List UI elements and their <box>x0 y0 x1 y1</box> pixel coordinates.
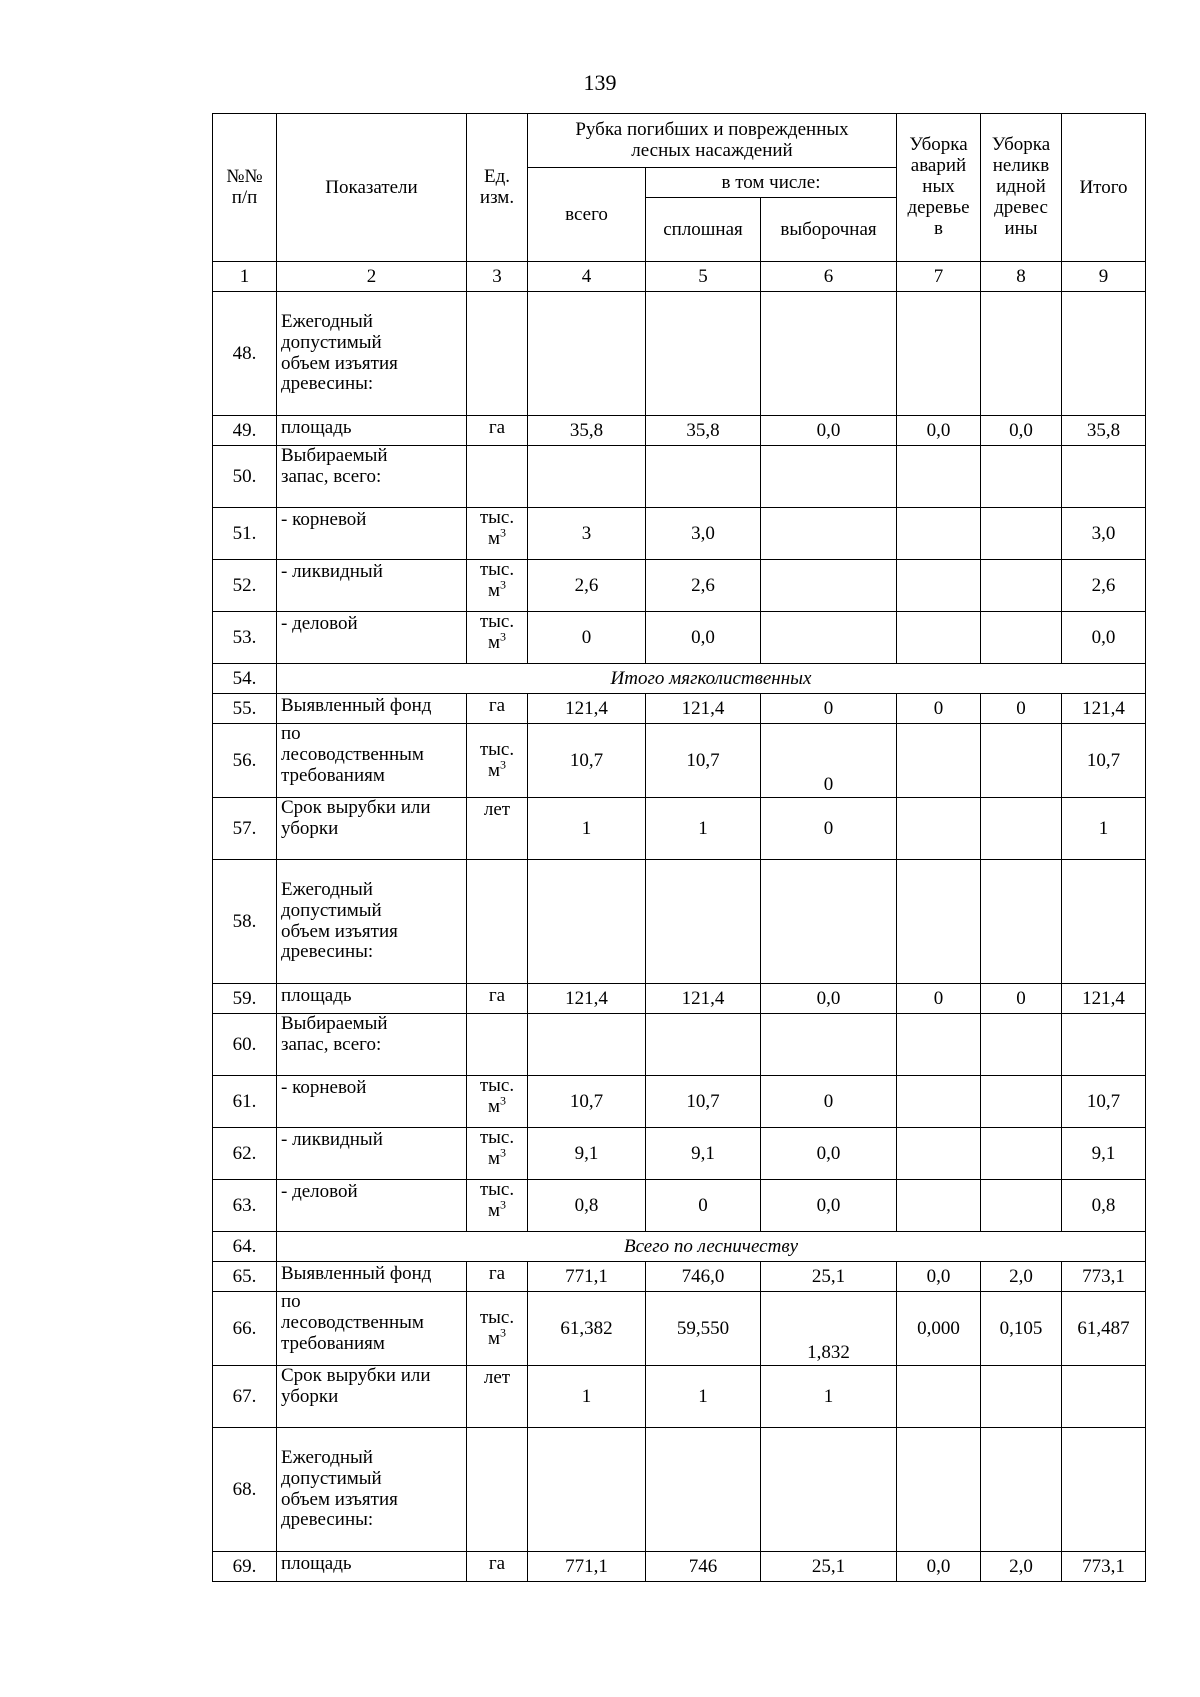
row-indicator: по лесоводственным требованиям <box>277 724 467 798</box>
value-cell: 0,0 <box>761 984 897 1014</box>
table-row <box>213 1552 1146 1582</box>
row-number: 48. <box>213 292 277 416</box>
value-cell: 0,0 <box>761 1180 897 1232</box>
value-cell: 0 <box>528 612 646 664</box>
row-indicator: Ежегодный допустимый объем изъятия древесины: <box>277 860 467 984</box>
row-indicator: Срок вырубки или уборки <box>277 798 467 860</box>
value-cell: 3 <box>528 508 646 560</box>
value-cell: 0,0 <box>761 1128 897 1180</box>
value-cell: 1 <box>646 798 761 860</box>
value-cell: 2,0 <box>981 1262 1062 1292</box>
value-cell: 9,1 <box>528 1128 646 1180</box>
table-row <box>213 1128 1146 1180</box>
value-cell: 1 <box>528 1366 646 1428</box>
section-row <box>213 1232 1146 1262</box>
row-indicator: - деловой <box>277 1180 467 1232</box>
row-indicator: Выявленный фонд <box>277 1262 467 1292</box>
value-cell: 0,0 <box>981 416 1062 446</box>
table-row <box>213 860 1146 984</box>
value-cell: 121,4 <box>1062 694 1146 724</box>
row-unit: тыс. $м^3$ <box>467 1180 528 1232</box>
row-number: 57. <box>213 798 277 860</box>
value-cell: 0 <box>761 724 897 798</box>
row-number: 62. <box>213 1128 277 1180</box>
value-cell: 61,382 <box>528 1292 646 1366</box>
value-cell: 0,000 <box>897 1292 981 1366</box>
header-felling-group: Рубка погибших и поврежденных лесных насаждений <box>528 114 897 168</box>
value-cell: 773,1 <box>1062 1262 1146 1292</box>
value-cell: 35,8 <box>528 416 646 446</box>
row-unit: га <box>467 984 528 1014</box>
value-cell: 1 <box>761 1366 897 1428</box>
header-num: №№ п/п <box>213 114 277 262</box>
row-number: 68. <box>213 1428 277 1552</box>
table-row <box>213 560 1146 612</box>
value-cell: 2,0 <box>981 1552 1062 1582</box>
row-indicator: по лесоводственным требованиям <box>277 1292 467 1366</box>
header-selective-felling: выборочная <box>761 198 897 262</box>
row-indicator: - ликвидный <box>277 1128 467 1180</box>
row-indicator: - деловой <box>277 612 467 664</box>
row-number: 55. <box>213 694 277 724</box>
value-cell: 0 <box>981 984 1062 1014</box>
row-indicator: площадь <box>277 416 467 446</box>
col-number: 6 <box>761 262 897 292</box>
header-column-numbers <box>213 262 1146 292</box>
row-indicator: площадь <box>277 984 467 1014</box>
table-row <box>213 1262 1146 1292</box>
col-number: 3 <box>467 262 528 292</box>
value-cell: 10,7 <box>528 1076 646 1128</box>
header-clear-felling: сплошная <box>646 198 761 262</box>
header-total: Итого <box>1062 114 1146 262</box>
col-number: 9 <box>1062 262 1146 292</box>
col-number: 7 <box>897 262 981 292</box>
row-unit: тыс. $м^3$ <box>467 1076 528 1128</box>
row-number: 66. <box>213 1292 277 1366</box>
row-number: 54. <box>213 664 277 694</box>
row-number: 65. <box>213 1262 277 1292</box>
table-row <box>213 446 1146 508</box>
value-cell: 2,6 <box>1062 560 1146 612</box>
row-unit: тыс. $м^3$ <box>467 1128 528 1180</box>
value-cell: 0,0 <box>897 1262 981 1292</box>
value-cell: 0,8 <box>528 1180 646 1232</box>
forest-felling-table <box>212 113 1146 1582</box>
col-number: 5 <box>646 262 761 292</box>
row-unit: тыс. $м^3$ <box>467 560 528 612</box>
value-cell: 771,1 <box>528 1552 646 1582</box>
value-cell: 3,0 <box>1062 508 1146 560</box>
header-emergency-trees: Уборка аварий ных деревье в <box>897 114 981 262</box>
row-unit: тыс. $м^3$ <box>467 724 528 798</box>
row-indicator: - ликвидный <box>277 560 467 612</box>
header-illiquid-wood: Уборка неликв идной древес ины <box>981 114 1062 262</box>
section-title: Всего по лесничеству <box>277 1232 1146 1262</box>
value-cell: 773,1 <box>1062 1552 1146 1582</box>
value-cell: 771,1 <box>528 1262 646 1292</box>
value-cell: 35,8 <box>646 416 761 446</box>
value-cell: 0 <box>981 694 1062 724</box>
col-number: 1 <box>213 262 277 292</box>
table-row <box>213 984 1146 1014</box>
value-cell: 10,7 <box>646 724 761 798</box>
value-cell: 121,4 <box>646 984 761 1014</box>
value-cell: 1 <box>1062 798 1146 860</box>
row-unit: тыс. $м^3$ <box>467 508 528 560</box>
row-unit: га <box>467 1262 528 1292</box>
row-indicator: - корневой <box>277 1076 467 1128</box>
row-number: 52. <box>213 560 277 612</box>
header-including: в том числе: <box>646 168 897 198</box>
row-number: 58. <box>213 860 277 984</box>
value-cell: 121,4 <box>1062 984 1146 1014</box>
value-cell: 0 <box>761 694 897 724</box>
value-cell: 9,1 <box>1062 1128 1146 1180</box>
row-number: 61. <box>213 1076 277 1128</box>
table-row <box>213 416 1146 446</box>
page-number: 139 <box>583 70 617 95</box>
row-unit: тыс. $м^3$ <box>467 612 528 664</box>
value-cell: 25,1 <box>761 1552 897 1582</box>
value-cell: 121,4 <box>646 694 761 724</box>
row-indicator: Выбираемый запас, всего: <box>277 446 467 508</box>
row-unit: лет <box>467 1366 528 1428</box>
value-cell: 0 <box>761 1076 897 1128</box>
value-cell: 746 <box>646 1552 761 1582</box>
value-cell: 0,8 <box>1062 1180 1146 1232</box>
value-cell: 0,0 <box>897 1552 981 1582</box>
value-cell: 746,0 <box>646 1262 761 1292</box>
value-cell: 2,6 <box>528 560 646 612</box>
table-row <box>213 694 1146 724</box>
value-cell: 1 <box>528 798 646 860</box>
value-cell: 10,7 <box>1062 724 1146 798</box>
value-cell: 1 <box>646 1366 761 1428</box>
table-row <box>213 292 1146 416</box>
header-unit: Ед. изм. <box>467 114 528 262</box>
row-unit: га <box>467 694 528 724</box>
value-cell: 59,550 <box>646 1292 761 1366</box>
table-row <box>213 1292 1146 1366</box>
value-cell: 0 <box>761 798 897 860</box>
table-row <box>213 1366 1146 1428</box>
value-cell: 0 <box>897 984 981 1014</box>
row-number: 56. <box>213 724 277 798</box>
row-unit: тыс. $м^3$ <box>467 1292 528 1366</box>
section-row <box>213 664 1146 694</box>
row-indicator: Выбираемый запас, всего: <box>277 1014 467 1076</box>
value-cell: 10,7 <box>1062 1076 1146 1128</box>
row-indicator: Ежегодный допустимый объем изъятия древесины: <box>277 292 467 416</box>
row-indicator: площадь <box>277 1552 467 1582</box>
row-number: 64. <box>213 1232 277 1262</box>
value-cell: 0,0 <box>1062 612 1146 664</box>
table-row <box>213 1076 1146 1128</box>
header-felling-all: всего <box>528 168 646 262</box>
table-row <box>213 612 1146 664</box>
value-cell: 121,4 <box>528 694 646 724</box>
row-number: 60. <box>213 1014 277 1076</box>
row-number: 50. <box>213 446 277 508</box>
row-number: 51. <box>213 508 277 560</box>
table-row <box>213 724 1146 798</box>
row-indicator: Ежегодный допустимый объем изъятия древесины: <box>277 1428 467 1552</box>
value-cell: 9,1 <box>646 1128 761 1180</box>
col-number: 8 <box>981 262 1062 292</box>
value-cell: 0 <box>646 1180 761 1232</box>
row-number: 49. <box>213 416 277 446</box>
table-row <box>213 798 1146 860</box>
row-unit: га <box>467 416 528 446</box>
row-number: 67. <box>213 1366 277 1428</box>
value-cell: 2,6 <box>646 560 761 612</box>
row-number: 69. <box>213 1552 277 1582</box>
value-cell: 3,0 <box>646 508 761 560</box>
value-cell: 1,832 <box>761 1292 897 1366</box>
row-number: 63. <box>213 1180 277 1232</box>
table-row <box>213 1180 1146 1232</box>
col-number: 4 <box>528 262 646 292</box>
value-cell: 10,7 <box>646 1076 761 1128</box>
row-unit: лет <box>467 798 528 860</box>
value-cell: 0,0 <box>897 416 981 446</box>
row-unit: га <box>467 1552 528 1582</box>
row-indicator: Срок вырубки или уборки <box>277 1366 467 1428</box>
row-number: 59. <box>213 984 277 1014</box>
value-cell: 10,7 <box>528 724 646 798</box>
value-cell: 0,105 <box>981 1292 1062 1366</box>
section-title: Итого мягколиственных <box>277 664 1146 694</box>
col-number: 2 <box>277 262 467 292</box>
header-indicator: Показатели <box>277 114 467 262</box>
value-cell: 0 <box>897 694 981 724</box>
value-cell: 25,1 <box>761 1262 897 1292</box>
table-row <box>213 508 1146 560</box>
row-number: 53. <box>213 612 277 664</box>
value-cell: 61,487 <box>1062 1292 1146 1366</box>
table-row <box>213 1014 1146 1076</box>
value-cell: 0,0 <box>761 416 897 446</box>
row-indicator: Выявленный фонд <box>277 694 467 724</box>
value-cell: 0,0 <box>646 612 761 664</box>
table-row <box>213 1428 1146 1552</box>
row-indicator: - корневой <box>277 508 467 560</box>
value-cell: 121,4 <box>528 984 646 1014</box>
value-cell: 35,8 <box>1062 416 1146 446</box>
